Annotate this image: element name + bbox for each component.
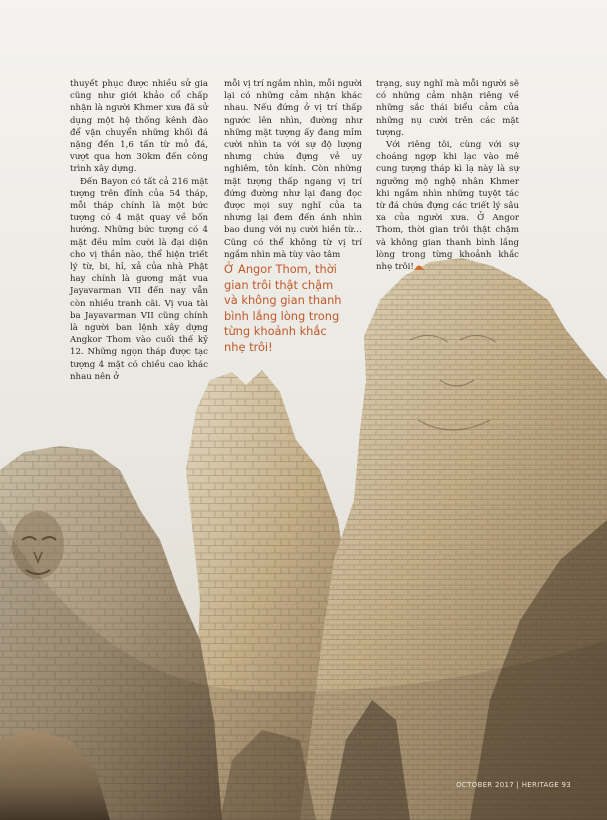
paragraph: thuyết phục được nhiều sử gia cũng như giới khảo cổ chấp nhận là người Khmer xưa đã sử dụng một hệ thống kênh đào để vận chuyển những khối đá nặng đến 1,6 tấn từ mỏ đá, vượt qua hơn 30km đến công trình xây dựng. — [70, 79, 208, 175]
article-column-1 — [70, 78, 208, 383]
article-column-3 — [376, 78, 519, 273]
pull-quote: Ở Angor Thom, thời gian trôi thật chậm và không gian thanh bình lắng lòng trong từng khoảnh khắc nhẹ trôi! — [224, 262, 342, 354]
article-column-2 — [224, 78, 362, 261]
paragraph: mỗi vị trí ngắm nhìn, mỗi người lại có những cảm nhận khác nhau. Nếu đứng ở vị trí thấp ngước lên nhìn, đường như những mặt tượng ấy đang mỉm cười nhìn ta với sự độ lượng nhưng chứa đựng vẻ uy nghiêm, tôn kính. Còn những mặt tượng thấp ngang vị trí đứng đường như lại đang đọc được mọi suy nghĩ của ta nhưng lại đem đến ánh nhìn bao dung với nụ cười hiền từ… Cũng có thể không từ vị trí ngắm nhìn mà tùy vào tâm — [224, 79, 362, 260]
paragraph-text: Với riêng tôi, cùng với sự choáng ngợp khi lạc vào mê cung tượng tháp kì lạ này là sự ngưỡng mộ nghệ nhân Khmer khi ngắm nhìn những tuyệt tác từ đá chứa đựng các triết lý sâu xa của người xưa. Ở Angor Thom, thời gian trôi thật chậm và không gian thanh bình lắng lòng trong từng khoảnh khắc nhẹ trôi! — [376, 140, 519, 273]
paragraph: trạng, suy nghĩ mà mỗi người sẽ có những cảm nhận riêng về những sắc thái biểu cảm của những nụ cười trên các mặt tượng. — [376, 79, 519, 138]
lotus-end-mark-icon — [414, 263, 424, 270]
page-footer: OCTOBER 2017 | HERITAGE 93 — [456, 781, 571, 789]
paragraph: Đến Bayon có tất cả 216 mặt tượng trên đỉnh của 54 tháp, mỗi tháp chính là một bức tượng có 4 mặt quay về bốn hướng. Những bức tượng có 4 mặt đều mỉm cười là đại diện cho vị thần nào, thể hiện triết lý từ, bi, hỉ, xả của nhà Phật hay chính là gương mặt vua Jayavarman VII đến nay vẫn còn nhiều tranh cãi. Vị vua tài ba Jayavarman VII cũng chính là người ban lệnh xây dựng Angkor Thom vào cuối thế kỷ 12. Những ngọn tháp được tạc tượng 4 mặt có chiều cao khác nhau nên ở — [70, 176, 208, 382]
paragraph-final — [376, 139, 519, 273]
